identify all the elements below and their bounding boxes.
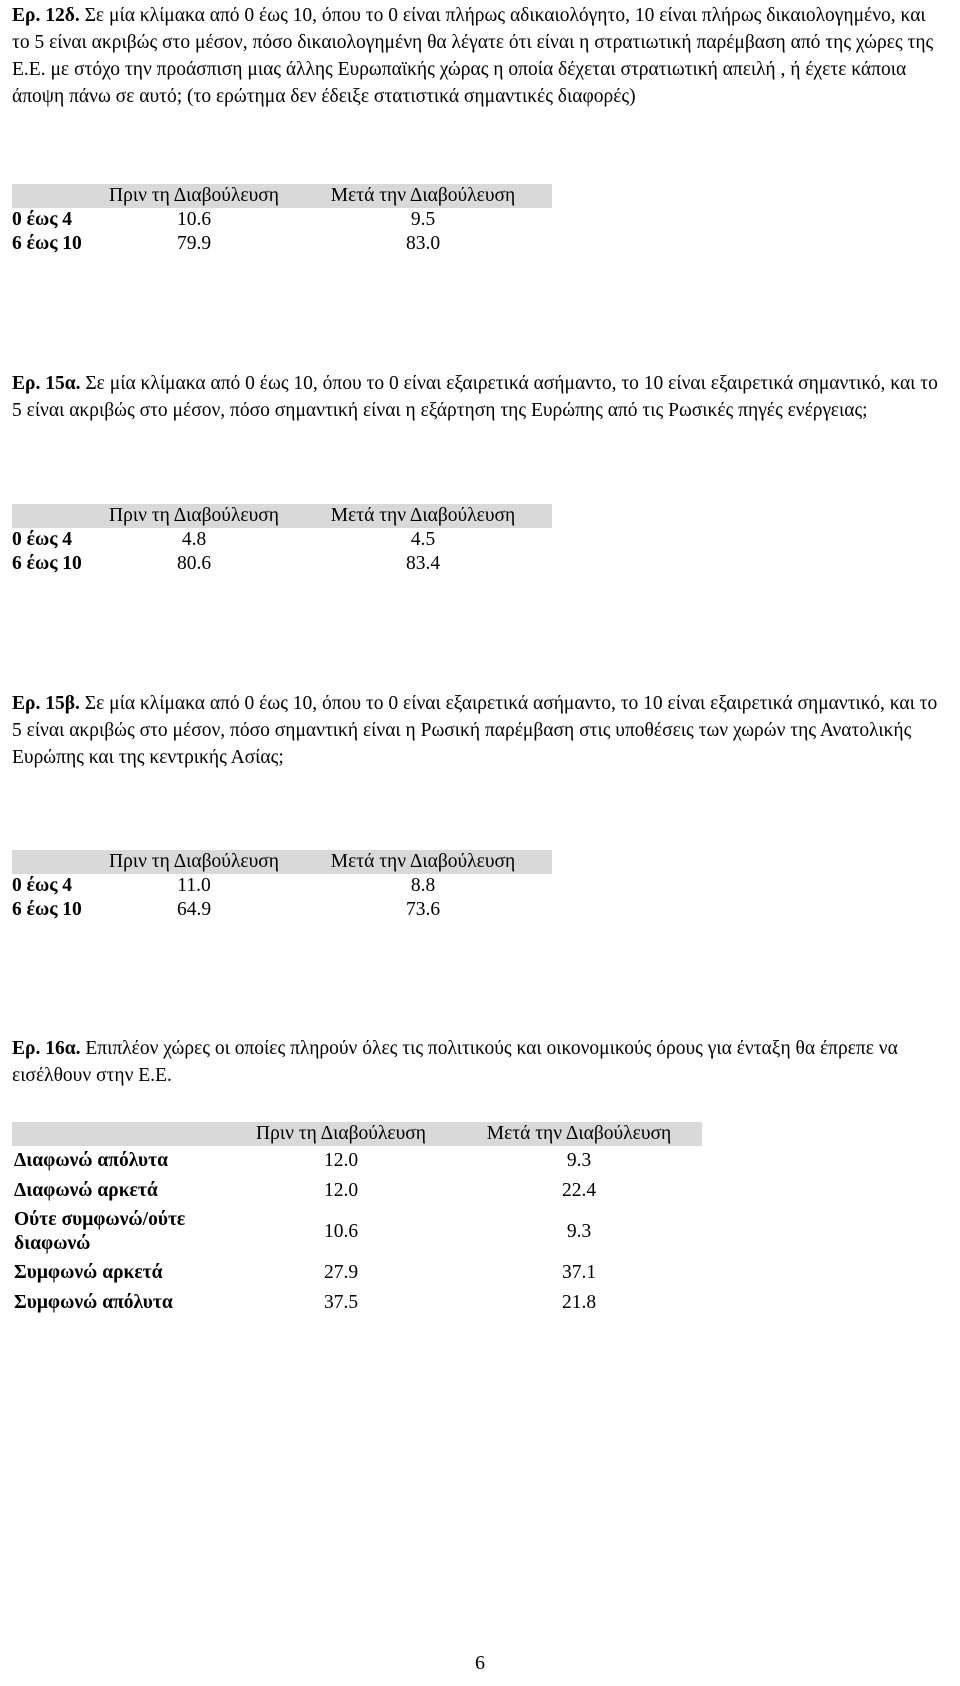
value-after: 73.6 [405, 899, 441, 920]
header-blank-cell [12, 504, 94, 528]
row-label: 0 έως 4 [12, 529, 73, 550]
row-label: 0 έως 4 [12, 209, 73, 230]
table-header-row [12, 850, 552, 874]
header-after: Μετά την Διαβούλευση [456, 1122, 702, 1146]
header-after: Μετά την Διαβούλευση [294, 850, 552, 874]
table-row [12, 1146, 702, 1176]
row-label: Διαφωνώ αρκετά [14, 1180, 158, 1201]
table-row [12, 1288, 702, 1318]
header-before: Πριν τη Διαβούλευση [94, 504, 294, 528]
value-after: 83.4 [405, 553, 441, 574]
q12d-table [12, 184, 552, 256]
question-text: Σε μία κλίμακα από 0 έως 10, όπου το 0 είναι εξαιρετικά ασήμαντο, το 10 είναι εξαιρετικά σημαντικό, και το 5 είναι ακριβώς στο μέσον, πόσο σημαντική είναι η εξάρτηση της Ευρώπης από τις Ρωσικές πηγές ενέργειας; [12, 373, 938, 421]
value-after: 9.3 [566, 1150, 592, 1171]
header-blank-cell [12, 184, 94, 208]
question-label: Ερ. 15β. [12, 693, 80, 714]
question-label: Ερ. 16α. [12, 1038, 81, 1059]
question-text: Σε μία κλίμακα από 0 έως 10, όπου το 0 είναι εξαιρετικά ασήμαντο, το 10 είναι εξαιρετικά σημαντικό, και το 5 είναι ακριβώς στο μέσον, πόσο σημαντική είναι η Ρωσική παρέμβαση στις υποθέσεις των χωρών της Ανατολικής Ευρώπης και της κεντρικής Ασίας; [12, 693, 938, 768]
table-row [12, 898, 552, 922]
question-15a [12, 370, 942, 424]
page-number: 6 [475, 1652, 485, 1674]
value-after: 83.0 [405, 233, 441, 254]
table-row [12, 552, 552, 576]
question-text: Επιπλέον χώρες οι οποίες πληρούν όλες τις πολιτικούς και οικονομικούς όρους για ένταξη θα έπρεπε να εισέλθουν στην Ε.Ε. [12, 1038, 898, 1086]
value-after: 22.4 [561, 1180, 597, 1201]
table-row [12, 528, 552, 552]
value-before: 37.5 [323, 1292, 359, 1313]
question-text: Σε μία κλίμακα από 0 έως 10, όπου το 0 είναι πλήρως αδικαιολόγητο, 10 είναι πλήρως δικαιολογημένο, και το 5 είναι ακριβώς στο μέσον, πόσο δικαιολογημένη θα λέγατε ότι είναι η στρατιωτική παρέμβαση από της χώρες της Ε.Ε. με στόχο την προάσπιση μιας άλλης Ευρωπαϊκής χώρας η οποία δέχεται στρατιωτική απειλή , ή έχετε κάποια άποψη πάνω σε αυτό; (το ερώτημα δεν έδειξε στατιστικά σημαντικές διαφορές) [12, 5, 934, 107]
value-after: 37.1 [561, 1262, 597, 1283]
value-before: 80.6 [176, 553, 212, 574]
row-label: Συμφωνώ αρκετά [14, 1262, 163, 1283]
value-before: 4.8 [181, 529, 207, 550]
row-label: 0 έως 4 [12, 875, 73, 896]
value-after: 9.3 [566, 1221, 592, 1242]
question-15b [12, 690, 942, 771]
header-before: Πριν τη Διαβούλευση [94, 850, 294, 874]
value-before: 79.9 [176, 233, 212, 254]
table-header-row [12, 184, 552, 208]
row-label: Συμφωνώ απόλυτα [14, 1292, 173, 1313]
table-header-row [12, 1122, 702, 1146]
value-before: 10.6 [323, 1221, 359, 1242]
value-after: 21.8 [561, 1292, 597, 1313]
row-label: 6 έως 10 [12, 553, 82, 574]
value-before: 10.6 [176, 209, 212, 230]
table-row [12, 874, 552, 898]
row-label: 6 έως 10 [12, 233, 82, 254]
value-after: 8.8 [410, 875, 436, 896]
row-label: Διαφωνώ απόλυτα [14, 1150, 169, 1171]
value-after: 4.5 [410, 529, 436, 550]
question-16a [12, 1035, 942, 1089]
value-before: 12.0 [323, 1150, 359, 1171]
header-before: Πριν τη Διαβούλευση [226, 1122, 456, 1146]
q15b-table [12, 850, 552, 922]
question-label: Ερ. 15α. [12, 373, 81, 394]
table-row [12, 1258, 702, 1288]
table-row [12, 232, 552, 256]
q16a-table [12, 1122, 702, 1318]
question-label: Ερ. 12δ. [12, 5, 80, 26]
row-label: 6 έως 10 [12, 899, 82, 920]
value-before: 64.9 [176, 899, 212, 920]
table-row [12, 208, 552, 232]
value-before: 11.0 [177, 875, 211, 896]
q15a-table [12, 504, 552, 576]
table-header-row [12, 504, 552, 528]
table-row [12, 1176, 702, 1206]
header-blank-cell [12, 850, 94, 874]
table-row [12, 1206, 702, 1258]
header-after: Μετά την Διαβούλευση [294, 184, 552, 208]
header-after: Μετά την Διαβούλευση [294, 504, 552, 528]
value-after: 9.5 [410, 209, 436, 230]
header-blank-cell [12, 1122, 226, 1146]
value-before: 27.9 [323, 1262, 359, 1283]
row-label: Ούτε συμφωνώ/ούτε διαφωνώ [14, 1209, 186, 1254]
header-before: Πριν τη Διαβούλευση [94, 184, 294, 208]
question-12d [12, 2, 942, 110]
value-before: 12.0 [323, 1180, 359, 1201]
